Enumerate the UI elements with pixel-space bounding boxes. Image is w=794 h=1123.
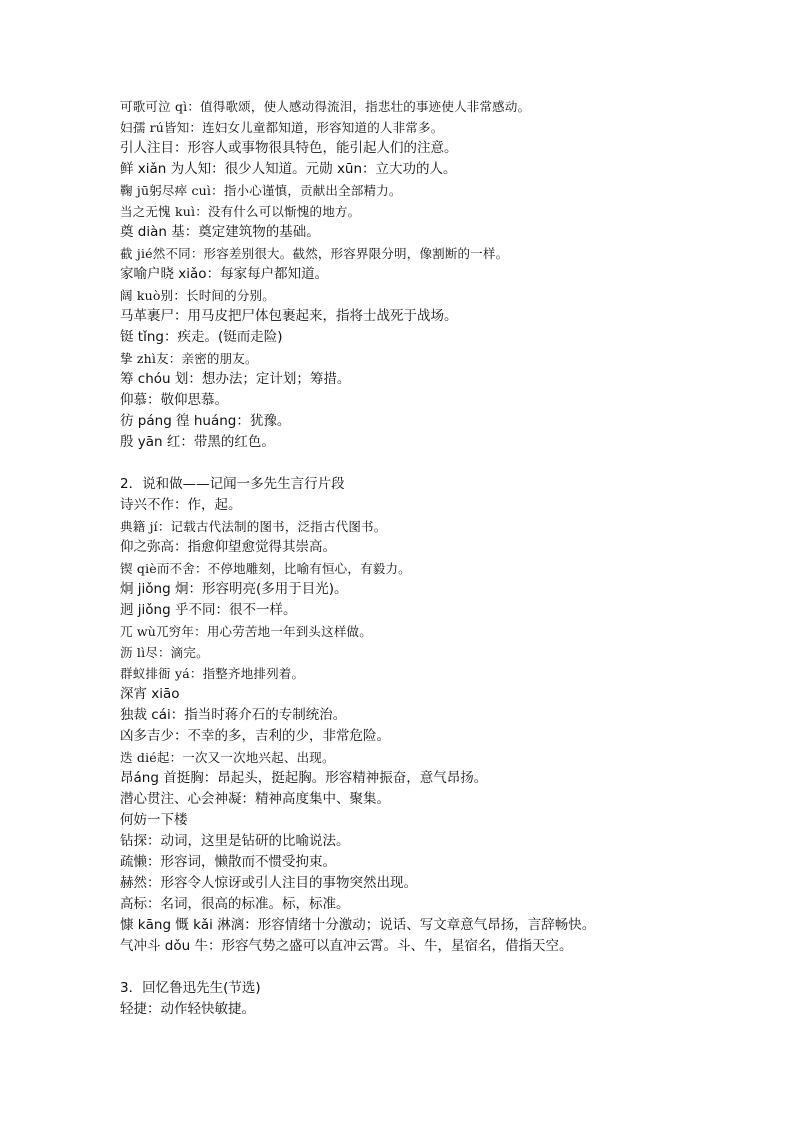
vocab-entry: 彷 páng 徨 huáng：犹豫。 (120, 413, 291, 429)
vocab-entry: 诗兴不作：作，起。 (120, 497, 242, 513)
vocab-entry: 当之无愧 kuì：没有什么可以惭愧的地方。 (120, 204, 361, 219)
vocab-entry: 兀 wù兀穷年：用心劳苦地一年到头这样做。 (120, 624, 372, 639)
vocab-entry: 凶多吉少：不幸的多，吉利的少，非常危险。 (120, 728, 390, 744)
vocab-entry: 轻捷：动作轻快敏捷。 (120, 1001, 255, 1017)
vocab-entry: 截 jié然不同：形容差别很大。截然，形容界限分明，像割断的一样。 (120, 246, 509, 261)
vocab-entry: 疏懒：形容词，懒散而不惯受拘束。 (120, 854, 336, 870)
section-spacer (120, 957, 760, 978)
vocab-entry: 炯 jiǒng 炯：形容明亮(多用于目光)。 (120, 581, 348, 597)
vocab-list-section-2 (120, 474, 760, 957)
section-heading: 2．说和做——记闻一多先生言行片段 (120, 476, 345, 492)
vocab-entry: 锲 qiè而不舍：不停地雕刻，比喻有恒心，有毅力。 (120, 561, 411, 576)
vocab-entry: 鲜 xiǎn 为人知：很少人知道。元勋 xūn：立大功的人。 (120, 161, 457, 177)
vocab-entry: 昂áng 首挺胸：昂起头，挺起胸。形容精神振奋，意气昂扬。 (120, 770, 488, 786)
vocab-entry: 沥 lì尽：滴完。 (120, 645, 209, 660)
vocab-entry: 可歌可泣 qì：值得歌颂，使人感动得流泪，指悲壮的事迹使人非常感动。 (120, 99, 531, 114)
section-heading: 3．回忆鲁迅先生(节选) (120, 980, 261, 996)
vocab-entry: 家喻户晓 xiǎo：每家每户都知道。 (120, 266, 329, 282)
vocab-entry: 殷 yān 红：带黑的红色。 (120, 434, 275, 450)
vocab-entry: 仰慕：敬仰思慕。 (120, 392, 228, 408)
vocab-entry: 何妨一下楼 (120, 812, 188, 828)
vocab-entry: 群蚁排衙 yá：指整齐地排列着。 (120, 666, 305, 681)
vocab-entry: 气冲斗 dǒu 牛：形容气势之盛可以直冲云霄。斗、牛，星宿名，借指天空。 (120, 938, 573, 954)
vocab-entry: 独裁 cái：指当时蒋介石的专制统治。 (120, 707, 347, 723)
vocab-entry: 慷 kāng 慨 kǎi 淋漓：形容情绪十分激动；说话、写文章意气昂扬，言辞畅快。 (120, 917, 596, 933)
vocab-entry: 铤 tǐng：疾走。(铤而走险) (120, 329, 283, 345)
document-page (120, 96, 760, 1020)
vocab-entry: 迭 dié起：一次又一次地兴起、出现。 (120, 750, 335, 765)
vocab-entry: 潜心贯注、心会神凝：精神高度集中、聚集。 (120, 791, 390, 807)
vocab-entry: 深宵 xiāo (120, 686, 180, 702)
vocab-entry: 迥 jiǒng 乎不同：很不一样。 (120, 602, 297, 618)
vocab-entry: 赫然：形容令人惊讶或引人注目的事物突然出现。 (120, 875, 417, 891)
vocab-entry: 仰之弥高：指愈仰望愈觉得其崇高。 (120, 539, 336, 555)
vocab-entry: 钻探：动词，这里是钻研的比喻说法。 (120, 833, 350, 849)
vocab-list-section-1 (120, 96, 760, 453)
vocab-entry: 典籍 jí：记载古代法制的图书，泛指古代图书。 (120, 519, 387, 534)
vocab-entry: 阔 kuò别：长时间的分别。 (120, 288, 275, 303)
vocab-entry: 妇孺 rú皆知：连妇女儿童都知道，形容知道的人非常多。 (120, 120, 444, 135)
section-spacer (120, 453, 760, 474)
vocab-entry: 马革裹尸：用马皮把尸体包裹起来，指将士战死于战场。 (120, 308, 458, 324)
vocab-entry: 挚 zhì友：亲密的朋友。 (120, 351, 258, 366)
vocab-entry: 筹 chóu 划：想办法；定计划；筹措。 (120, 371, 351, 387)
vocab-entry: 高标：名词，很高的标准。标，标准。 (120, 896, 350, 912)
vocab-entry: 鞠 jū躬尽瘁 cuì：指小心谨慎，贡献出全部精力。 (120, 183, 402, 198)
vocab-entry: 引人注目：形容人或事物很具特色，能引起人们的注意。 (120, 140, 458, 156)
vocab-entry: 奠 diàn 基：奠定建筑物的基础。 (120, 224, 320, 240)
vocab-list-section-3 (120, 978, 760, 1020)
